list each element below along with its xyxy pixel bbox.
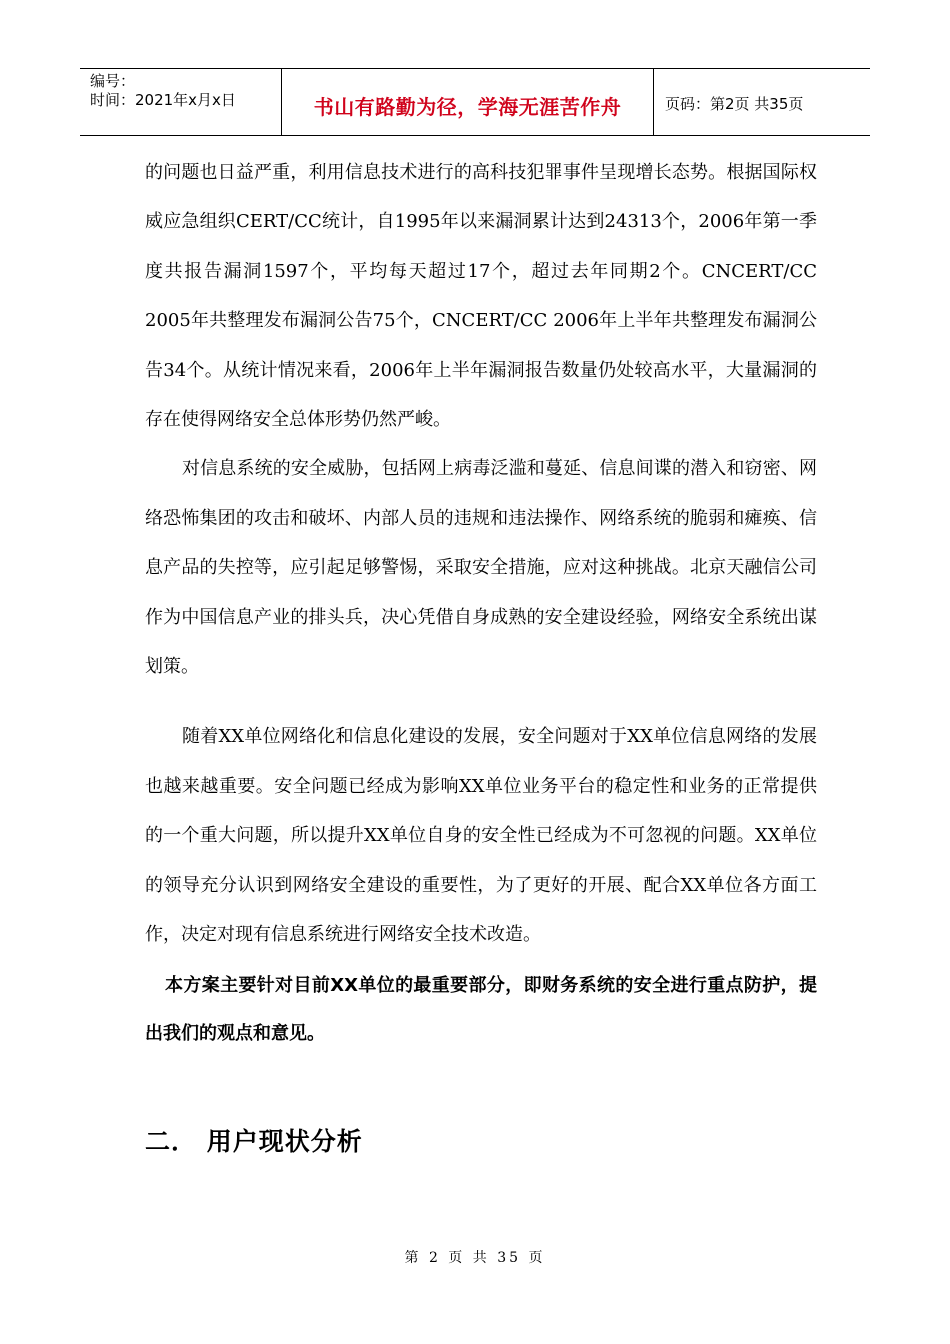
header-page-cell xyxy=(654,69,870,135)
body-paragraph: 的问题也日益严重，利用信息技术进行的高科技犯罪事件呈现增长态势。根据国际权威应急组织CERT/CC统计，自1995年以来漏洞累计达到24313个，2006年第一季度共报告漏洞1597个，平均每天超过17个，超过去年同期2个。CNCERT/CC 2005年共整理发布漏洞公告75个，CNCERT/CC 2006年上半年共整理发布漏洞公告34个。从统计情况来看，2006年上半年漏洞报告数量仍处较高水平，大量漏洞的存在使得网络安全总体形势仍然严峻。 xyxy=(145,162,817,431)
body-paragraph: 对信息系统的安全威胁，包括网上病毒泛滥和蔓延、信息间谍的潜入和窃密、网络恐怖集团的攻击和破坏、内部人员的违规和违法操作、网络系统的脆弱和瘫痪、信息产品的失控等，应引起足够警惕，采取安全措施，应对这种挑战。北京天融信公司作为中国信息产业的排头兵，决心凭借自身成熟的安全建设经验，网络安全系统出谋划策。 xyxy=(145,458,817,678)
section-heading: 二． 用户现状分析 xyxy=(145,1127,363,1156)
page-footer: 第 2 页 共 35 页 xyxy=(404,1250,546,1266)
paragraph-spacer xyxy=(145,691,817,712)
document-body xyxy=(145,148,817,1058)
document-date-label: 时间：2021年x月x日 xyxy=(90,91,236,109)
emphasis-paragraph: 本方案主要针对目前XX单位的最重要部分，即财务系统的安全进行重点防护，提出我们的观点和意见。 xyxy=(145,974,817,1044)
body-paragraph: 随着XX单位网络化和信息化建设的发展，安全问题对于XX单位信息网络的发展也越来越重要。安全问题已经成为影响XX单位业务平台的稳定性和业务的正常提供的一个重大问题，所以提升XX单位自身的安全性已经成为不可忽视的问题。XX单位的领导充分认识到网络安全建设的重要性，为了更好的开展、配合XX单位各方面工作，决定对现有信息系统进行网络安全技术改造。 xyxy=(145,726,817,946)
header-motto-cell xyxy=(282,69,654,135)
header-page-label: 页码：第2页 共35页 xyxy=(665,94,804,113)
header-motto: 书山有路勤为径，学海无涯苦作舟 xyxy=(313,94,622,119)
header-meta-cell xyxy=(80,69,282,135)
document-number-label: 编号： xyxy=(90,72,136,90)
page-header xyxy=(80,68,870,136)
